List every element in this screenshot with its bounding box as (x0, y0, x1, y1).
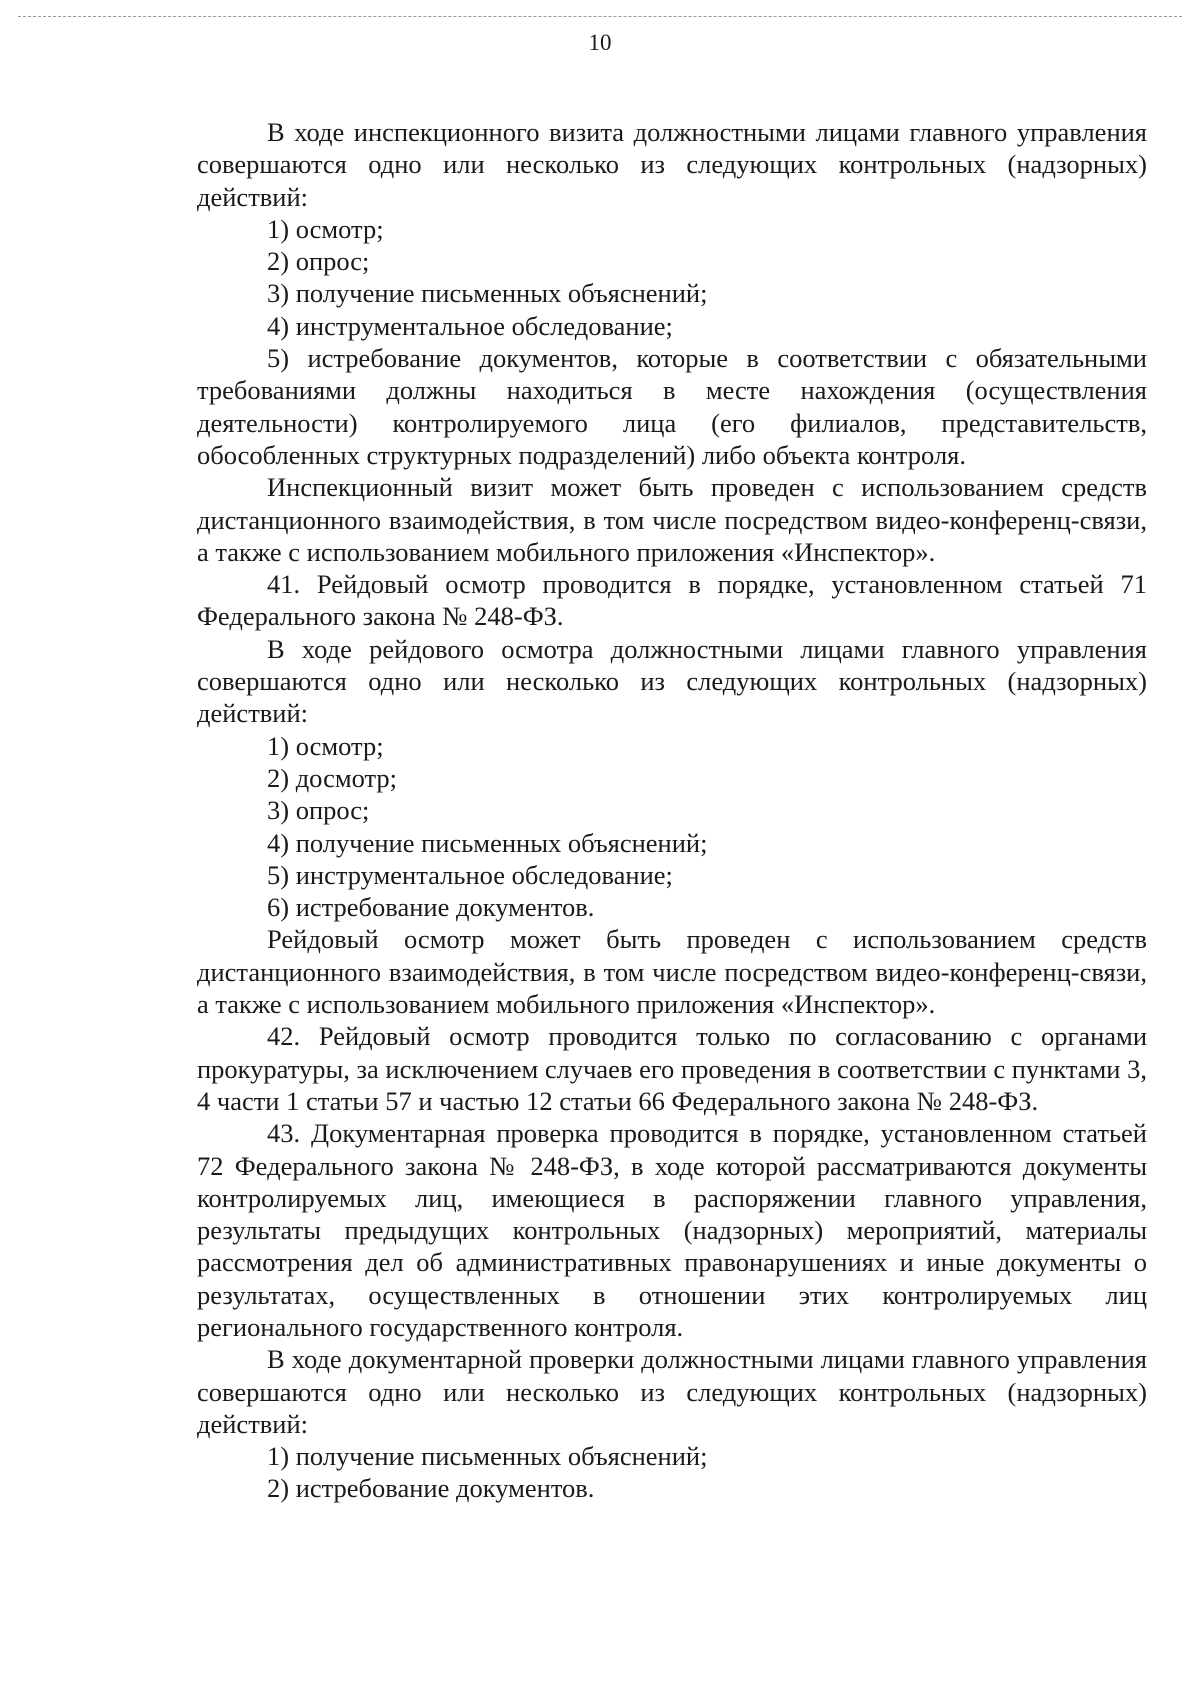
paragraph: 5) истребование документов, которые в соответствии с обязательными требованиями должны находиться в месте нахождения (осуществления деятельности) контролируемого лица (его филиалов, представительств, обособленных структурных подразделений) либо объекта контроля. (197, 343, 1147, 470)
list-item: 6) истребование документов. (267, 892, 595, 923)
list-item: 1) получение письменных объяснений; (267, 1441, 708, 1472)
list-item: 3) опрос; (267, 795, 370, 826)
list-item: 5) инструментальное обследование; (267, 859, 673, 890)
list-item: 2) опрос; (267, 246, 370, 277)
page-top-edge (18, 16, 1182, 17)
paragraph: 42. Рейдовый осмотр проводится только по согласованию с органами прокуратуры, за исключением случаев его проведения в соответствии с пунктами 3, 4 части 1 статьи 57 и частью 12 статьи 66 Федерального закона № 248-ФЗ. (197, 1021, 1147, 1116)
paragraph: Инспекционный визит может быть проведен с использованием средств дистанционного взаимодействия, в том числе посредством видео-конференц-связи, а также с использованием мобильного приложения «Инспектор». (197, 472, 1147, 567)
paragraph: 41. Рейдовый осмотр проводится в порядке, установленном статьей 71 Федерального закона № 248-ФЗ. (197, 569, 1147, 632)
paragraph: 43. Документарная проверка проводится в порядке, установленном статьей 72 Федерального закона № 248-ФЗ, в ходе которой рассматриваются документы контролируемых лиц, имеющиеся в распоряжении главного управления, результаты предыдущих контрольных (надзорных) мероприятий, материалы рассмотрения дел об административных правонарушениях и иные документы о результатах, осуществленных в отношении этих контролируемых лиц регионального государственного контроля. (197, 1118, 1147, 1342)
list-item: 1) осмотр; (267, 213, 384, 244)
paragraph: В ходе документарной проверки должностными лицами главного управления совершаются одно или несколько из следующих контрольных (надзорных) действий: (197, 1344, 1147, 1439)
list-item: 2) истребование документов. (267, 1473, 595, 1504)
page-number: 10 (588, 30, 612, 55)
list-item: 4) инструментальное обследование; (267, 310, 673, 341)
list-item: 4) получение письменных объяснений; (267, 827, 708, 858)
document-body (197, 116, 1147, 1505)
list-item: 2) досмотр; (267, 762, 398, 793)
list-item: 3) получение письменных объяснений; (267, 278, 708, 309)
paragraph: В ходе рейдового осмотра должностными лицами главного управления совершаются одно или несколько из следующих контрольных (надзорных) действий: (197, 633, 1147, 729)
paragraph: В ходе инспекционного визита должностными лицами главного управления совершаются одно или несколько из следующих контрольных (надзорных) действий: (197, 117, 1147, 212)
paragraph: Рейдовый осмотр может быть проведен с использованием средств дистанционного взаимодействия, в том числе посредством видео-конференц-связи, а также с использованием мобильного приложения «Инспектор». (197, 924, 1147, 1020)
list-item: 1) осмотр; (267, 730, 384, 761)
